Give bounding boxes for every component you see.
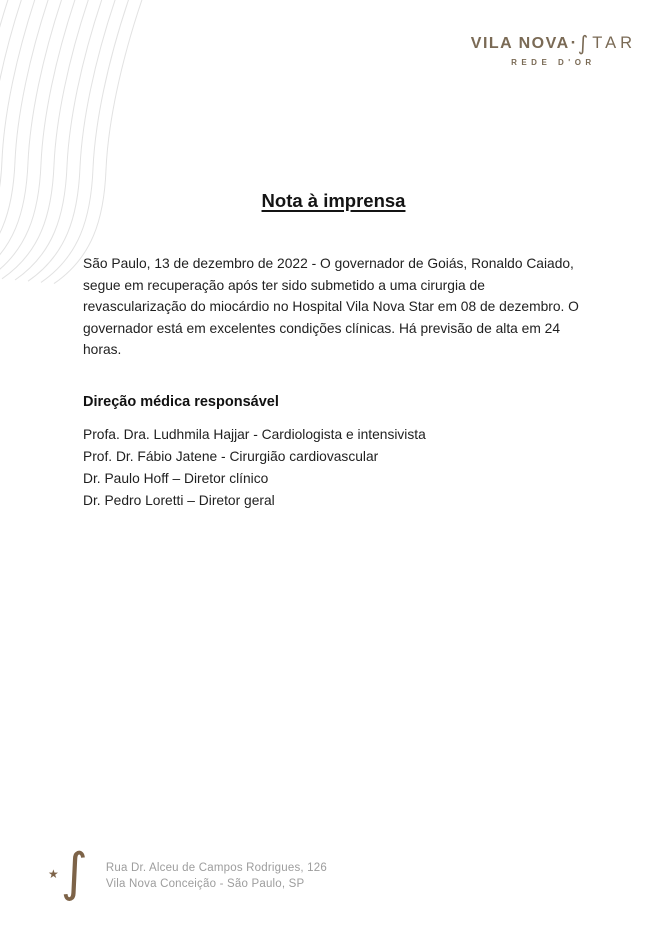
brand-name-bold: VILA NOVA (470, 35, 570, 52)
team-member: Dr. Pedro Loretti – Diretor geral (83, 492, 275, 508)
footer-address (106, 861, 327, 892)
brand-dot: · (570, 33, 577, 52)
footer-logo-mark (48, 843, 88, 903)
team-member: Prof. Dr. Fábio Jatene - Cirurgião cardiovascular (83, 448, 379, 464)
page-title: Nota à imprensa (261, 190, 406, 211)
team-member: Profa. Dra. Ludhmila Hajjar - Cardiologista e intensivista (83, 426, 426, 442)
integral-icon: ∫ (60, 843, 88, 903)
brand-name (471, 31, 636, 55)
medical-team-list (83, 424, 584, 512)
medical-team-heading: Direção médica responsável (83, 393, 279, 410)
brand-name-thin (577, 31, 636, 55)
integral-glyph-icon: ∫ (577, 31, 593, 55)
address-line-2: Vila Nova Conceição - São Paulo, SP (105, 877, 305, 890)
brand-logo (471, 31, 636, 67)
brand-subtitle: REDE D'OR (511, 58, 596, 67)
team-member: Dr. Paulo Hoff – Diretor clínico (83, 470, 269, 486)
address-line-1: Rua Dr. Alceu de Campos Rodrigues, 126 (105, 862, 327, 874)
brand-name-thin-rest: TAR (592, 34, 636, 52)
footer (48, 843, 327, 903)
press-release-paragraph: São Paulo, 13 de dezembro de 2022 - O governador de Goiás, Ronaldo Caiado, segue em recuperação após ter sido submetido a uma cirurgia de revascularização do miocárdio no Hospital Vila Nova Star em 08 de dezembro. O governador está em excelentes condições clínicas. Há previsão de alta em 24 horas. (83, 256, 579, 357)
star-icon: ★ (48, 867, 59, 881)
